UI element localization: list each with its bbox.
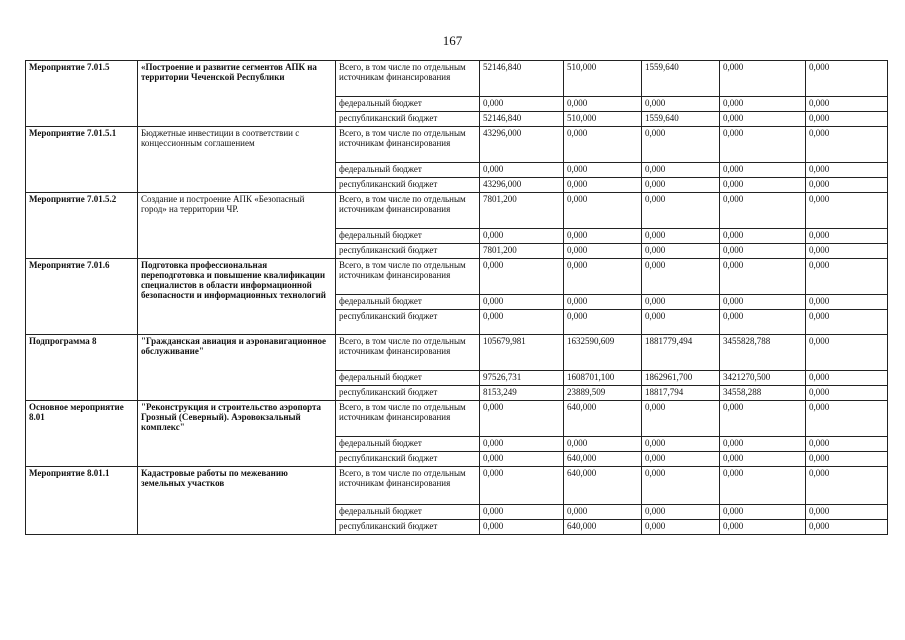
amount-cell: 0,000 [806, 229, 888, 244]
amount-cell: 0,000 [720, 61, 806, 97]
amount-cell: 510,000 [564, 61, 642, 97]
table-row [26, 467, 888, 505]
amount-cell: 0,000 [720, 112, 806, 127]
amount-cell: 1559,640 [642, 112, 720, 127]
amount-cell: 0,000 [642, 310, 720, 335]
funding-source: Всего, в том числе по отдельным источникам финансирования [336, 259, 480, 295]
amount-cell: 0,000 [480, 310, 564, 335]
amount-cell: 0,000 [720, 163, 806, 178]
amount-cell: 0,000 [720, 310, 806, 335]
amount-cell: 0,000 [806, 163, 888, 178]
measure-name: Бюджетные инвестиции в соответствии с концессионным соглашением [138, 127, 336, 193]
amount-cell: 7801,200 [480, 193, 564, 229]
page-number: 167 [442, 33, 463, 48]
budget-table [25, 60, 888, 535]
amount-cell: 0,000 [564, 163, 642, 178]
measure-name: Создание и построение АПК «Безопасный город» на территории ЧР. [138, 193, 336, 259]
amount-cell: 0,000 [720, 259, 806, 295]
amount-cell: 0,000 [642, 193, 720, 229]
measure-name: Кадастровые работы по межеванию земельных участков [138, 467, 336, 535]
table-row [26, 127, 888, 163]
amount-cell: 0,000 [806, 505, 888, 520]
budget-table-body [26, 61, 888, 535]
amount-cell: 0,000 [806, 295, 888, 310]
amount-cell: 0,000 [806, 244, 888, 259]
measure-code: Основное мероприятие 8.01 [26, 401, 138, 467]
amount-cell: 0,000 [480, 452, 564, 467]
table-row [26, 335, 888, 371]
amount-cell: 105679,981 [480, 335, 564, 371]
funding-source: Всего, в том числе по отдельным источникам финансирования [336, 61, 480, 97]
amount-cell: 0,000 [720, 437, 806, 452]
amount-cell: 0,000 [806, 127, 888, 163]
amount-cell: 0,000 [564, 295, 642, 310]
amount-cell: 52146,840 [480, 112, 564, 127]
amount-cell: 97526,731 [480, 371, 564, 386]
amount-cell: 0,000 [564, 127, 642, 163]
amount-cell: 0,000 [564, 505, 642, 520]
amount-cell: 0,000 [806, 259, 888, 295]
measure-code: Мероприятие 7.01.5.1 [26, 127, 138, 193]
amount-cell: 0,000 [642, 520, 720, 535]
amount-cell: 0,000 [720, 520, 806, 535]
funding-source: Всего, в том числе по отдельным источникам финансирования [336, 127, 480, 163]
amount-cell: 0,000 [642, 401, 720, 437]
amount-cell: 1632590,609 [564, 335, 642, 371]
amount-cell: 0,000 [806, 452, 888, 467]
amount-cell: 0,000 [480, 401, 564, 437]
amount-cell: 0,000 [720, 178, 806, 193]
amount-cell: 0,000 [642, 467, 720, 505]
amount-cell: 7801,200 [480, 244, 564, 259]
amount-cell: 0,000 [720, 244, 806, 259]
funding-source: федеральный бюджет [336, 295, 480, 310]
measure-code: Мероприятие 7.01.5 [26, 61, 138, 127]
amount-cell: 0,000 [564, 437, 642, 452]
amount-cell: 8153,249 [480, 386, 564, 401]
amount-cell: 1881779,494 [642, 335, 720, 371]
amount-cell: 0,000 [564, 178, 642, 193]
amount-cell: 0,000 [480, 259, 564, 295]
amount-cell: 23889,509 [564, 386, 642, 401]
amount-cell: 0,000 [642, 229, 720, 244]
amount-cell: 0,000 [720, 467, 806, 505]
amount-cell: 0,000 [720, 401, 806, 437]
amount-cell: 640,000 [564, 452, 642, 467]
amount-cell: 1608701,100 [564, 371, 642, 386]
amount-cell: 0,000 [480, 520, 564, 535]
amount-cell: 0,000 [564, 229, 642, 244]
amount-cell: 0,000 [564, 193, 642, 229]
amount-cell: 3421270,500 [720, 371, 806, 386]
amount-cell: 640,000 [564, 467, 642, 505]
funding-source: республиканский бюджет [336, 244, 480, 259]
measure-code: Подпрограмма 8 [26, 335, 138, 401]
amount-cell: 34558,288 [720, 386, 806, 401]
amount-cell: 0,000 [720, 295, 806, 310]
amount-cell: 0,000 [806, 112, 888, 127]
funding-source: республиканский бюджет [336, 112, 480, 127]
table-row [26, 61, 888, 97]
amount-cell: 0,000 [642, 127, 720, 163]
measure-code: Мероприятие 7.01.5.2 [26, 193, 138, 259]
amount-cell: 640,000 [564, 401, 642, 437]
funding-source: Всего, в том числе по отдельным источникам финансирования [336, 401, 480, 437]
amount-cell: 0,000 [720, 193, 806, 229]
amount-cell: 0,000 [806, 371, 888, 386]
amount-cell: 0,000 [806, 386, 888, 401]
amount-cell: 0,000 [720, 452, 806, 467]
funding-source: федеральный бюджет [336, 371, 480, 386]
amount-cell: 0,000 [642, 244, 720, 259]
amount-cell: 0,000 [642, 259, 720, 295]
amount-cell: 0,000 [642, 452, 720, 467]
amount-cell: 0,000 [806, 97, 888, 112]
amount-cell: 1559,640 [642, 61, 720, 97]
funding-source: Всего, в том числе по отдельным источникам финансирования [336, 467, 480, 505]
measure-code: Мероприятие 7.01.6 [26, 259, 138, 335]
funding-source: Всего, в том числе по отдельным источникам финансирования [336, 193, 480, 229]
amount-cell: 0,000 [480, 295, 564, 310]
amount-cell: 0,000 [806, 437, 888, 452]
amount-cell: 0,000 [642, 163, 720, 178]
amount-cell: 0,000 [480, 467, 564, 505]
amount-cell: 0,000 [564, 310, 642, 335]
amount-cell: 0,000 [642, 505, 720, 520]
funding-source: республиканский бюджет [336, 452, 480, 467]
amount-cell: 0,000 [806, 178, 888, 193]
funding-source: республиканский бюджет [336, 520, 480, 535]
amount-cell: 43296,000 [480, 127, 564, 163]
funding-source: федеральный бюджет [336, 163, 480, 178]
funding-source: федеральный бюджет [336, 97, 480, 112]
table-row [26, 401, 888, 437]
amount-cell: 43296,000 [480, 178, 564, 193]
amount-cell: 0,000 [564, 244, 642, 259]
amount-cell: 640,000 [564, 520, 642, 535]
measure-code: Мероприятие 8.01.1 [26, 467, 138, 535]
measure-name: "Гражданская авиация и аэронавигационное обслуживание" [138, 335, 336, 401]
measure-name: Подготовка профессиональная переподготовка и повышение квалификации специалистов в области информационной безопасности и информационных технологий [138, 259, 336, 335]
table-row [26, 193, 888, 229]
amount-cell: 0,000 [480, 505, 564, 520]
amount-cell: 0,000 [806, 520, 888, 535]
amount-cell: 510,000 [564, 112, 642, 127]
amount-cell: 0,000 [642, 437, 720, 452]
funding-source: федеральный бюджет [336, 229, 480, 244]
amount-cell: 0,000 [480, 437, 564, 452]
amount-cell: 0,000 [564, 97, 642, 112]
amount-cell: 3455828,788 [720, 335, 806, 371]
amount-cell: 0,000 [806, 335, 888, 371]
funding-source: Всего, в том числе по отдельным источникам финансирования [336, 335, 480, 371]
amount-cell: 1862961,700 [642, 371, 720, 386]
amount-cell: 0,000 [720, 229, 806, 244]
amount-cell: 0,000 [806, 467, 888, 505]
amount-cell: 0,000 [720, 127, 806, 163]
amount-cell: 0,000 [642, 97, 720, 112]
amount-cell: 18817,794 [642, 386, 720, 401]
amount-cell: 0,000 [806, 310, 888, 335]
amount-cell: 0,000 [480, 163, 564, 178]
amount-cell: 0,000 [480, 229, 564, 244]
amount-cell: 52146,840 [480, 61, 564, 97]
amount-cell: 0,000 [806, 193, 888, 229]
funding-source: федеральный бюджет [336, 505, 480, 520]
amount-cell: 0,000 [806, 61, 888, 97]
amount-cell: 0,000 [564, 259, 642, 295]
measure-name: «Построение и развитие сегментов АПК на территории Чеченской Республики [138, 61, 336, 127]
amount-cell: 0,000 [642, 178, 720, 193]
amount-cell: 0,000 [806, 401, 888, 437]
funding-source: республиканский бюджет [336, 386, 480, 401]
amount-cell: 0,000 [642, 295, 720, 310]
funding-source: республиканский бюджет [336, 310, 480, 335]
funding-source: республиканский бюджет [336, 178, 480, 193]
amount-cell: 0,000 [720, 97, 806, 112]
funding-source: федеральный бюджет [336, 437, 480, 452]
amount-cell: 0,000 [720, 505, 806, 520]
table-row [26, 259, 888, 295]
measure-name: "Реконструкция и строительство аэропорта Грозный (Северный). Аэровокзальный комплекс" [138, 401, 336, 467]
amount-cell: 0,000 [480, 97, 564, 112]
